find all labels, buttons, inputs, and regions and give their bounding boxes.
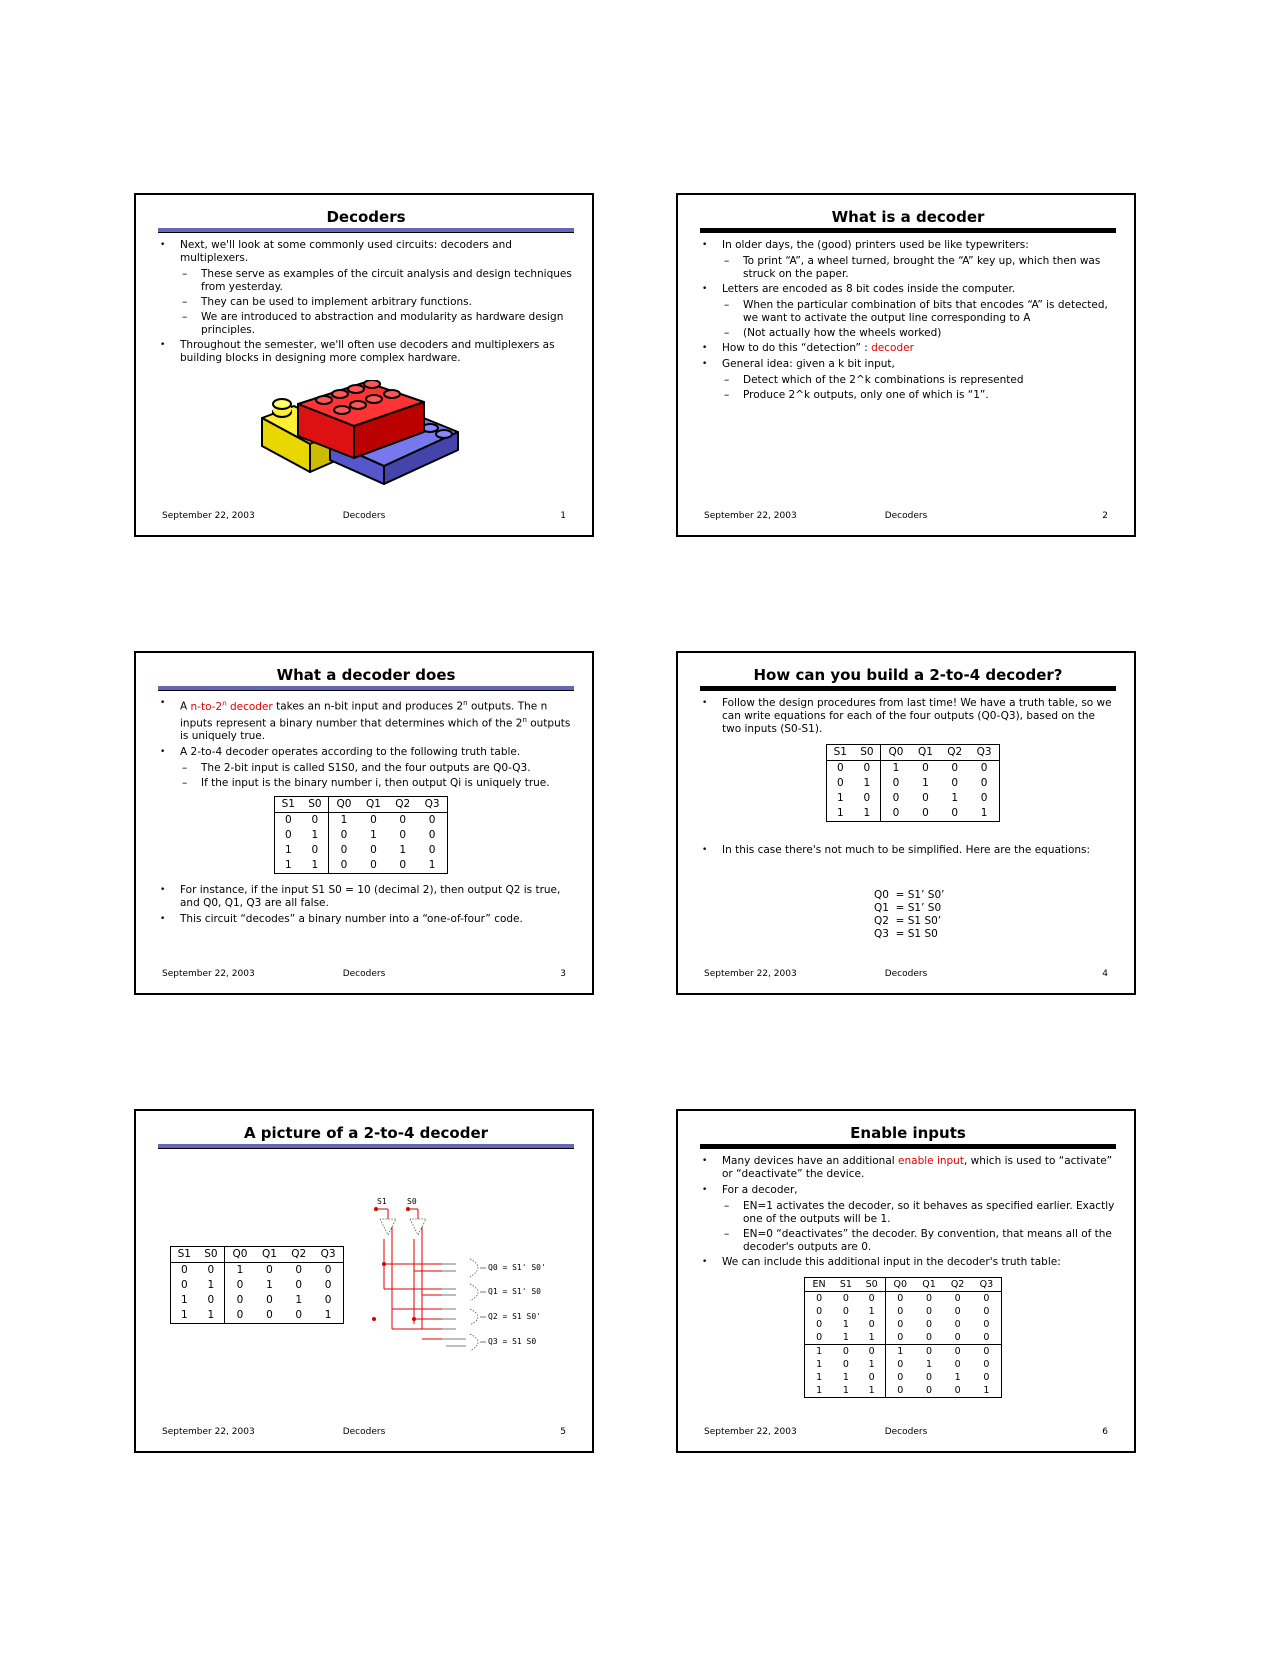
table-cell: 0 — [922, 762, 929, 774]
bullet: • Follow the design procedures from last time! We have a truth table, so we can write equations for each of the four outputs (Q0-Q3), based on the two inputs (S0-S1). — [698, 697, 1116, 736]
table-cell: 1 — [951, 792, 959, 804]
table-row — [805, 1371, 1002, 1384]
table-cell: 1 — [207, 1309, 215, 1321]
slide-footer — [704, 969, 1108, 980]
table-cell: 1 — [868, 1385, 875, 1396]
slide-footer — [162, 511, 566, 522]
slide-title: What is a decoder — [831, 208, 985, 226]
table-cell: 1 — [842, 1385, 849, 1396]
table-cell: 0 — [885, 1371, 915, 1384]
sub-bullet: – If the input is the binary number i, then output Qi is uniquely true. — [156, 777, 574, 790]
table-cell: 0 — [842, 1293, 849, 1304]
footer-date: September 22, 2003 — [162, 1427, 255, 1437]
sub-bullet: – These serve as examples of the circuit analysis and design techniques from yesterday. — [156, 268, 574, 294]
table-row — [827, 791, 1000, 806]
footer-topic: Decoders — [342, 511, 386, 521]
table-row — [275, 828, 448, 843]
table-cell: 0 — [951, 777, 959, 789]
table-cell: 0 — [885, 1331, 915, 1345]
table-cell: 0 — [954, 1306, 961, 1317]
table-row — [805, 1292, 1002, 1306]
slide-4 — [676, 651, 1136, 995]
column-header: S0 — [198, 1247, 225, 1263]
table-cell: 0 — [954, 1332, 961, 1343]
footer-date: September 22, 2003 — [162, 511, 255, 521]
table-cell: 1 — [311, 829, 319, 841]
equation: Q2 = S1 S0’ — [874, 915, 942, 927]
input-label-s0: S0 — [407, 1197, 417, 1206]
column-header: S1 — [171, 1247, 198, 1263]
table-cell: 0 — [428, 844, 436, 856]
column-header: Q3 — [969, 745, 999, 761]
table-cell: 1 — [842, 1372, 849, 1383]
highlight-term: decoder — [871, 342, 914, 354]
bullet: • Letters are encoded as 8 bit codes inside the computer. — [698, 283, 1116, 296]
text: , which is used to “activate” or “deactivate” the device. — [722, 1155, 1113, 1180]
table-cell: 0 — [266, 1264, 273, 1276]
footer-date: September 22, 2003 — [704, 511, 797, 521]
text: A — [180, 700, 191, 713]
table-cell: 0 — [885, 1318, 915, 1331]
table-cell: 0 — [816, 1293, 823, 1304]
equation: Q3 = S1 S0 — [874, 928, 938, 940]
column-header: S0 — [302, 797, 329, 813]
table-row — [171, 1308, 344, 1324]
column-header: Q0 — [329, 797, 359, 813]
table-cell: 0 — [983, 1372, 990, 1383]
title-rule — [158, 1144, 574, 1149]
bullet — [156, 697, 574, 743]
slide-body — [156, 239, 574, 368]
title-rule — [158, 686, 574, 691]
table-cell: 0 — [399, 814, 407, 826]
table-cell: 0 — [399, 859, 407, 871]
table-cell: 0 — [180, 1279, 188, 1291]
table-cell: 0 — [972, 1345, 1002, 1359]
sub-bullet: – When the particular combination of bits that encodes “A” is detected, we want to activate the output line corresponding to A — [698, 299, 1116, 325]
table-cell: 0 — [266, 1309, 273, 1321]
table-cell: 1 — [180, 1294, 188, 1306]
table-cell: 1 — [284, 844, 292, 856]
table-cell: 0 — [329, 858, 359, 874]
table-cell: 0 — [980, 792, 988, 804]
table-cell: 1 — [295, 1294, 303, 1306]
footer-topic: Decoders — [884, 511, 928, 521]
table-cell: 1 — [863, 807, 871, 819]
slide-title: How can you build a 2-to-4 decoder? — [753, 666, 1063, 684]
slide-1 — [134, 193, 594, 537]
bullet: • In this case there's not much to be simplified. Here are the equations: — [698, 844, 1116, 857]
table-cell: 0 — [311, 844, 319, 856]
table-cell: 1 — [922, 777, 929, 789]
title-rule — [158, 228, 574, 233]
column-header: Q3 — [972, 1278, 1002, 1292]
table-row — [805, 1345, 1002, 1359]
table-cell: 0 — [926, 1319, 933, 1330]
table-cell: 0 — [225, 1308, 255, 1324]
table-cell: 0 — [983, 1319, 990, 1330]
table-row — [805, 1384, 1002, 1398]
table-row — [827, 761, 1000, 777]
text: outputs is uniquely true. — [180, 717, 571, 742]
column-header: S1 — [827, 745, 854, 761]
table-cell: 1 — [324, 1309, 332, 1321]
column-header: EN — [805, 1278, 834, 1292]
title-rule — [700, 1144, 1116, 1149]
highlight-term — [191, 701, 273, 713]
bullet: • This circuit “decodes” a binary number into a “one-of-four” code. — [156, 913, 574, 926]
column-header: Q1 — [359, 797, 388, 813]
table-cell: 0 — [881, 776, 911, 791]
bullet: • For instance, if the input S1 S0 = 10 (decimal 2), then output Q2 is true, and Q0, Q1, Q3 are all false. — [156, 884, 574, 910]
table-cell: 0 — [833, 1345, 858, 1359]
table-cell: 0 — [428, 829, 436, 841]
title-rule — [700, 686, 1116, 691]
bullet: • We can include this additional input in the decoder's truth table: — [698, 1256, 1116, 1269]
bullet: • A 2-to-4 decoder operates according to the following truth table. — [156, 746, 574, 759]
table-cell: 0 — [836, 762, 844, 774]
table-cell: 0 — [951, 762, 959, 774]
output-label-q2: Q2 = S1 S0' — [488, 1312, 541, 1321]
table-cell: 1 — [868, 1306, 875, 1317]
slide-5 — [134, 1109, 594, 1453]
table-row — [805, 1318, 1002, 1331]
bullet: • For a decoder, — [698, 1184, 1116, 1197]
table-cell: 0 — [926, 1332, 933, 1343]
table-header-row — [275, 797, 448, 813]
output-label-q1: Q1 = S1' S0 — [488, 1287, 541, 1296]
superscript: n — [522, 715, 527, 724]
table-cell: 0 — [954, 1385, 961, 1396]
table-cell: 1 — [311, 859, 319, 871]
sub-bullet: – EN=0 “deactivates” the decoder. By convention, that means all of the decoder's outputs are 0. — [698, 1228, 1116, 1254]
text: decoder — [226, 700, 273, 713]
table-cell: 0 — [868, 1372, 875, 1383]
table-cell: 0 — [954, 1319, 961, 1330]
table-cell: 1 — [816, 1359, 823, 1370]
slide-body — [156, 697, 574, 929]
sub-bullet: – They can be used to implement arbitrary functions. — [156, 296, 574, 309]
column-header: Q2 — [943, 1278, 972, 1292]
table-cell: 1 — [983, 1385, 990, 1396]
slide-title: A picture of a 2-to-4 decoder — [243, 1124, 489, 1142]
table-cell: 0 — [225, 1293, 255, 1308]
table-cell: 0 — [370, 844, 377, 856]
sub-bullet: – Detect which of the 2^k combinations is represented — [698, 374, 1116, 387]
table-cell: 1 — [842, 1319, 849, 1330]
table-cell: 0 — [926, 1306, 933, 1317]
enable-truth-table — [804, 1277, 1002, 1398]
bullet: • Next, we'll look at some commonly used circuits: decoders and multiplexers. — [156, 239, 574, 265]
column-header: Q0 — [885, 1278, 915, 1292]
table-cell: 0 — [207, 1264, 215, 1276]
table-cell: 0 — [863, 762, 871, 774]
table-cell: 0 — [954, 1293, 961, 1304]
slide-number: 2 — [1102, 511, 1108, 521]
table-cell: 1 — [926, 1359, 933, 1370]
slide-title: What a decoder does — [276, 666, 456, 684]
table-row — [171, 1293, 344, 1308]
table-cell: 0 — [370, 814, 377, 826]
slide-number: 1 — [560, 511, 566, 521]
table-cell: 0 — [926, 1293, 933, 1304]
truth-table — [170, 1246, 344, 1324]
column-header: S0 — [859, 1278, 886, 1292]
sub-bullet: – Produce 2^k outputs, only one of which is “1”. — [698, 389, 1116, 402]
table-cell: 0 — [885, 1358, 915, 1371]
slide-number: 4 — [1102, 969, 1108, 979]
lego-bricks-illustration — [254, 380, 466, 488]
table-cell: 1 — [329, 813, 359, 829]
table-cell: 0 — [943, 1345, 972, 1359]
table-cell: 0 — [915, 1345, 944, 1359]
text: outputs. The n inputs represent a binary number that determines which of the 2 — [180, 700, 548, 729]
table-cell: 0 — [295, 1264, 303, 1276]
table-cell: 0 — [836, 777, 844, 789]
table-cell: 0 — [329, 828, 359, 843]
table-cell: 0 — [881, 791, 911, 806]
footer-topic: Decoders — [884, 1427, 928, 1437]
table-cell: 1 — [842, 1332, 849, 1343]
table-cell: 0 — [399, 829, 407, 841]
bullet-text: How to do this “detection” : — [722, 342, 872, 354]
table-row — [805, 1331, 1002, 1345]
highlight-term: enable input — [898, 1155, 964, 1167]
sub-bullet: – The 2-bit input is called S1S0, and the four outputs are Q0-Q3. — [156, 762, 574, 775]
bullet — [698, 1155, 1116, 1181]
table-cell: 1 — [370, 829, 377, 841]
superscript: n — [463, 699, 468, 707]
table-cell: 1 — [980, 807, 988, 819]
column-header: Q0 — [225, 1247, 255, 1263]
column-header: Q0 — [881, 745, 911, 761]
table-cell: 0 — [324, 1279, 332, 1291]
junction-dot — [372, 1317, 376, 1321]
bullet: • Throughout the semester, we'll often use decoders and multiplexers as building blocks in designing more complex hardware. — [156, 339, 574, 365]
table-cell: 1 — [836, 807, 844, 819]
footer-date: September 22, 2003 — [162, 969, 255, 979]
truth-table — [274, 796, 448, 874]
slide-number: 5 — [560, 1427, 566, 1437]
title-rule — [700, 228, 1116, 233]
slide-title: Enable inputs — [850, 1124, 966, 1142]
table-cell: 1 — [399, 844, 407, 856]
table-row — [275, 858, 448, 874]
slide-footer — [704, 511, 1108, 522]
table-cell: 0 — [816, 1306, 823, 1317]
table-cell: 0 — [266, 1294, 273, 1306]
column-header: Q1 — [255, 1247, 284, 1263]
table-row — [805, 1358, 1002, 1371]
input-label-s1: S1 — [377, 1197, 387, 1206]
bullet: • General idea: given a k bit input, — [698, 358, 1116, 371]
table-cell: 0 — [885, 1292, 915, 1306]
output-label-q0: Q0 = S1' S0' — [488, 1263, 546, 1272]
table-cell: 0 — [980, 777, 988, 789]
table-header-row — [171, 1247, 344, 1263]
table-cell: 0 — [980, 762, 988, 774]
text: takes an n-bit input and produces 2 — [272, 700, 464, 713]
truth-table — [826, 744, 1000, 822]
table-cell: 1 — [881, 761, 911, 777]
table-cell: 1 — [868, 1332, 875, 1343]
slide-body — [698, 239, 1116, 404]
table-cell: 0 — [324, 1264, 332, 1276]
footer-date: September 22, 2003 — [704, 1427, 797, 1437]
slide-body — [698, 697, 1116, 860]
table-header-row — [827, 745, 1000, 761]
table-cell: 0 — [926, 1385, 933, 1396]
table-cell: 1 — [207, 1279, 215, 1291]
table-cell: 0 — [983, 1306, 990, 1317]
column-header: Q1 — [911, 745, 940, 761]
table-cell: 0 — [951, 807, 959, 819]
table-cell: 0 — [295, 1309, 303, 1321]
table-cell: 1 — [816, 1385, 823, 1396]
slide-number: 3 — [560, 969, 566, 979]
column-header: Q2 — [284, 1247, 313, 1263]
table-row — [275, 843, 448, 858]
table-cell: 1 — [954, 1372, 961, 1383]
table-cell: 0 — [816, 1332, 823, 1343]
slide-body — [698, 1155, 1116, 1398]
table-cell: 0 — [885, 1384, 915, 1398]
column-header: Q3 — [417, 797, 447, 813]
table-cell: 0 — [922, 792, 929, 804]
table-cell: 0 — [842, 1306, 849, 1317]
output-label-q3: Q3 = S1 S0 — [488, 1337, 537, 1346]
table-cell: 0 — [983, 1359, 990, 1370]
sub-bullet: – (Not actually how the wheels worked) — [698, 327, 1116, 340]
table-cell: 0 — [922, 807, 929, 819]
footer-topic: Decoders — [342, 969, 386, 979]
column-header: Q3 — [313, 1247, 343, 1263]
table-cell: 1 — [836, 792, 844, 804]
footer-topic: Decoders — [342, 1427, 386, 1437]
footer-topic: Decoders — [884, 969, 928, 979]
table-cell: 0 — [954, 1359, 961, 1370]
table-cell: 0 — [859, 1345, 886, 1359]
table-cell: 1 — [428, 859, 436, 871]
table-cell: 1 — [885, 1345, 915, 1359]
sub-bullet: – We are introduced to abstraction and modularity as hardware design principles. — [156, 311, 574, 337]
table-row — [827, 806, 1000, 822]
bullet — [698, 342, 1116, 355]
table-cell: 0 — [842, 1359, 849, 1370]
equation: Q0 = S1’ S0’ — [874, 889, 945, 901]
column-header: Q2 — [940, 745, 969, 761]
equation: Q1 = S1’ S0 — [874, 902, 942, 914]
table-row — [171, 1278, 344, 1293]
slide-3 — [134, 651, 594, 995]
table-cell: 0 — [284, 829, 292, 841]
bullet: • In older days, the (good) printers used be like typewriters: — [698, 239, 1116, 252]
slide-footer — [162, 1427, 566, 1438]
table-cell: 0 — [863, 792, 871, 804]
table-cell: 1 — [868, 1359, 875, 1370]
text: n-to-2 — [190, 700, 223, 713]
table-cell: 0 — [324, 1294, 332, 1306]
equations — [874, 889, 944, 941]
table-row — [827, 776, 1000, 791]
column-header: S1 — [833, 1278, 858, 1292]
table-cell: 0 — [983, 1293, 990, 1304]
superscript: n — [222, 699, 227, 707]
table-cell: 0 — [225, 1278, 255, 1293]
table-cell: 1 — [266, 1279, 273, 1291]
sub-bullet: – EN=1 activates the decoder, so it behaves as specified earlier. Exactly one of the outputs will be 1. — [698, 1200, 1116, 1226]
footer-date: September 22, 2003 — [704, 969, 797, 979]
table-cell: 0 — [295, 1279, 303, 1291]
table-row — [275, 813, 448, 829]
slide-footer — [704, 1427, 1108, 1438]
table-cell: 1 — [863, 777, 871, 789]
slide-footer — [162, 969, 566, 980]
table-cell: 0 — [370, 859, 377, 871]
sub-bullet: – To print “A”, a wheel turned, brought the “A” key up, which then was struck on the paper. — [698, 255, 1116, 281]
table-cell: 0 — [284, 814, 292, 826]
table-cell: 1 — [816, 1372, 823, 1383]
table-cell: 1 — [284, 859, 292, 871]
slide-title: Decoders — [326, 208, 406, 226]
table-cell: 0 — [180, 1264, 188, 1276]
column-header: S1 — [275, 797, 302, 813]
table-header-row — [805, 1278, 1002, 1292]
table-cell: 1 — [225, 1263, 255, 1279]
column-header: Q2 — [388, 797, 417, 813]
table-cell: 0 — [885, 1305, 915, 1318]
table-cell: 0 — [207, 1294, 215, 1306]
table-cell: 1 — [805, 1345, 834, 1359]
table-cell: 0 — [868, 1319, 875, 1330]
table-row — [171, 1263, 344, 1279]
column-header: S0 — [854, 745, 881, 761]
table-cell: 0 — [329, 843, 359, 858]
table-cell: 0 — [983, 1332, 990, 1343]
table-cell: 1 — [180, 1309, 188, 1321]
slide-number: 6 — [1102, 1427, 1108, 1437]
table-cell: 0 — [881, 806, 911, 822]
table-cell: 0 — [311, 814, 319, 826]
slide-2 — [676, 193, 1136, 537]
table-cell: 0 — [868, 1293, 875, 1304]
column-header: Q1 — [915, 1278, 944, 1292]
table-row — [805, 1305, 1002, 1318]
table-cell: 0 — [926, 1372, 933, 1383]
table-cell: 0 — [428, 814, 436, 826]
table-cell: 0 — [816, 1319, 823, 1330]
text: Many devices have an additional — [722, 1155, 899, 1167]
slide-6 — [676, 1109, 1136, 1453]
